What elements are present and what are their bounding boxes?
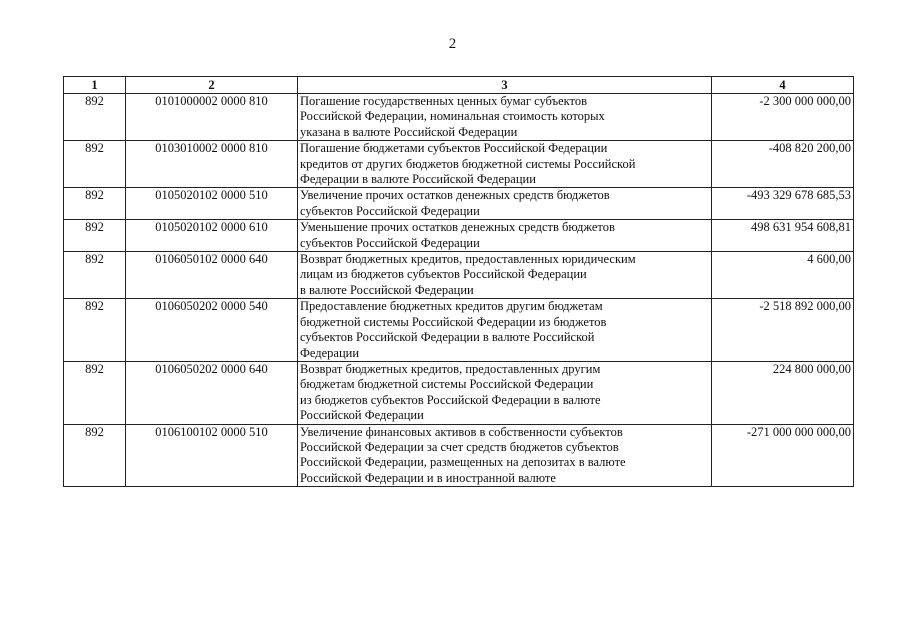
description-line: бюджетной системы Российской Федерации из бюджетов <box>300 314 607 329</box>
column-header-4: 4 <box>712 77 854 94</box>
amount-cell: -2 518 892 000,00 <box>712 299 854 362</box>
description-line: бюджетам бюджетной системы Российской Федерации <box>300 377 594 392</box>
description-line: Погашение государственных ценных бумаг субъектов <box>300 94 587 108</box>
budget-sources-table <box>63 76 854 487</box>
description-line: лицам из бюджетов субъектов Российской Федерации <box>300 267 587 282</box>
column-header-2: 2 <box>126 77 298 94</box>
budget-classification-code-cell: 0105020102 0000 510 <box>126 188 298 220</box>
admin-code-cell: 892 <box>64 361 126 424</box>
admin-code-cell: 892 <box>64 188 126 220</box>
description-line: Уменьшение прочих остатков денежных средств бюджетов <box>300 220 615 235</box>
budget-classification-code-cell: 0101000002 0000 810 <box>126 94 298 141</box>
admin-code-cell: 892 <box>64 94 126 141</box>
description-cell <box>298 252 712 299</box>
budget-classification-code-cell: 0106050202 0000 540 <box>126 299 298 362</box>
table-row <box>64 141 854 188</box>
table-row <box>64 361 854 424</box>
description-cell <box>298 299 712 362</box>
description-line: Увеличение финансовых активов в собственности субъектов <box>300 424 623 439</box>
amount-cell: 224 800 000,00 <box>712 361 854 424</box>
page-number: 2 <box>448 36 457 52</box>
budget-classification-code-cell: 0106050102 0000 640 <box>126 252 298 299</box>
admin-code-cell: 892 <box>64 424 126 487</box>
column-header-1: 1 <box>64 77 126 94</box>
description-line: Погашение бюджетами субъектов Российской Федерации <box>300 141 608 156</box>
admin-code-cell: 892 <box>64 252 126 299</box>
column-header-3: 3 <box>298 77 712 94</box>
description-line: Возврат бюджетных кредитов, предоставленных другим <box>300 361 601 376</box>
amount-cell: -271 000 000 000,00 <box>712 424 854 487</box>
description-line: Российской Федерации и в иностранной валюте <box>300 470 556 485</box>
admin-code-cell: 892 <box>64 299 126 362</box>
description-line: Предоставление бюджетных кредитов другим бюджетам <box>300 299 603 314</box>
table-body <box>64 94 854 487</box>
amount-cell: -408 820 200,00 <box>712 141 854 188</box>
table-row <box>64 94 854 141</box>
table-row <box>64 252 854 299</box>
description-line: в валюте Российской Федерации <box>300 282 474 297</box>
amount-cell: -493 329 678 685,53 <box>712 188 854 220</box>
description-line: Возврат бюджетных кредитов, предоставленных юридическим <box>300 252 636 267</box>
budget-classification-code-cell: 0103010002 0000 810 <box>126 141 298 188</box>
budget-classification-code-cell: 0106050202 0000 640 <box>126 361 298 424</box>
budget-classification-code-cell: 0105020102 0000 610 <box>126 220 298 252</box>
description-line: Федерации <box>300 345 360 360</box>
description-line: Российской Федерации за счет средств бюджетов субъектов <box>300 439 619 454</box>
admin-code-cell: 892 <box>64 141 126 188</box>
description-line: субъектов Российской Федерации <box>300 235 480 250</box>
description-cell <box>298 361 712 424</box>
table-row <box>64 424 854 487</box>
admin-code-cell: 892 <box>64 220 126 252</box>
table-row <box>64 220 854 252</box>
table-header-row <box>64 77 854 94</box>
description-cell <box>298 188 712 220</box>
amount-cell: 4 600,00 <box>712 252 854 299</box>
description-line: Увеличение прочих остатков денежных средств бюджетов <box>300 188 610 203</box>
description-line: субъектов Российской Федерации <box>300 203 480 218</box>
description-line: Российской Федерации, номинальная стоимость которых <box>300 109 605 124</box>
table-row <box>64 188 854 220</box>
budget-classification-code-cell: 0106100102 0000 510 <box>126 424 298 487</box>
amount-cell: -2 300 000 000,00 <box>712 94 854 141</box>
amount-cell: 498 631 954 608,81 <box>712 220 854 252</box>
description-line: указана в валюте Российской Федерации <box>300 124 518 139</box>
description-line: из бюджетов субъектов Российской Федерации в валюте <box>300 392 601 407</box>
description-line: Российской Федерации <box>300 408 424 423</box>
description-cell <box>298 141 712 188</box>
description-cell <box>298 220 712 252</box>
description-cell <box>298 94 712 141</box>
table-row <box>64 299 854 362</box>
description-line: Федерации в валюте Российской Федерации <box>300 172 536 187</box>
description-line: Российской Федерации, размещенных на депозитах в валюте <box>300 455 626 470</box>
description-cell <box>298 424 712 487</box>
description-line: субъектов Российской Федерации в валюте Российской <box>300 330 595 345</box>
description-line: кредитов от других бюджетов бюджетной системы Российской <box>300 156 636 171</box>
